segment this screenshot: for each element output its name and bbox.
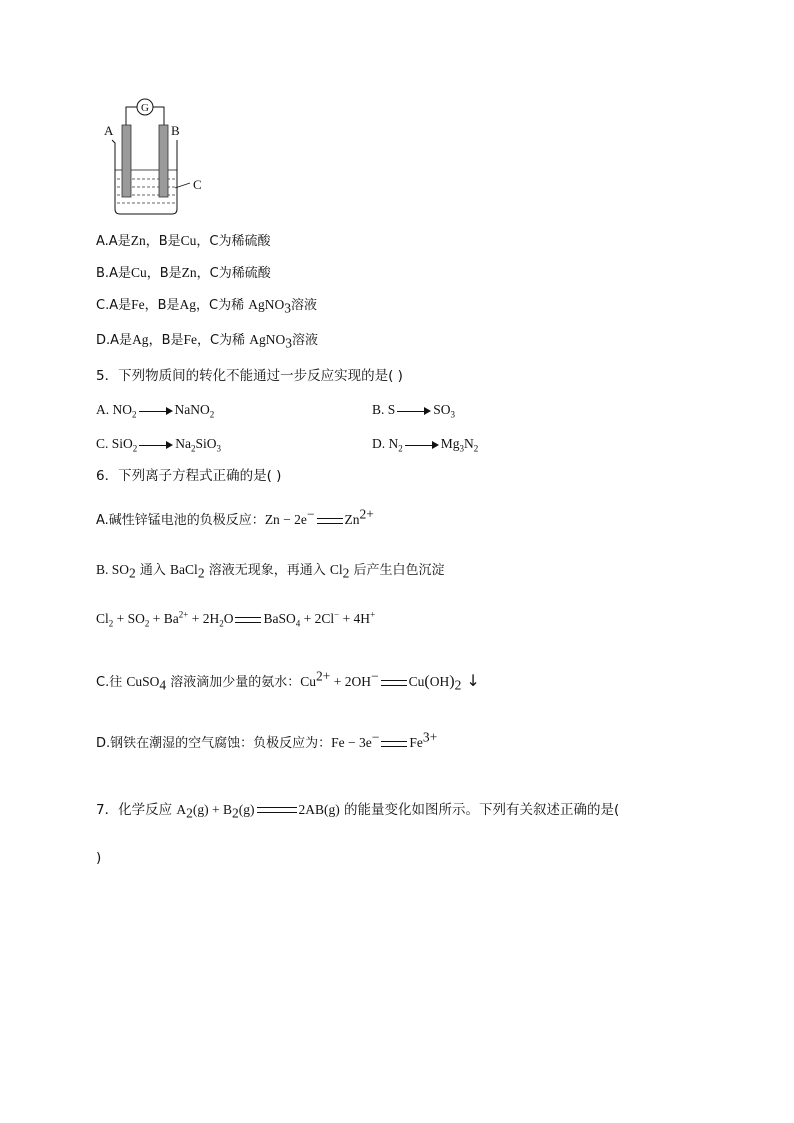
q5-option-d[interactable]: D. $N_2$ $Mg_3N_2$ bbox=[372, 436, 479, 454]
label-a: A bbox=[104, 123, 114, 138]
q4-option-a[interactable]: A.A是Zn，B是Cu，C为稀硫酸 bbox=[96, 233, 271, 249]
q5-option-a[interactable]: A. $NO_2$ NaNO$_2$ bbox=[96, 402, 215, 420]
q6-stem: 6．下列离子方程式正确的是( ) bbox=[96, 468, 282, 484]
equals-sign-icon bbox=[317, 518, 343, 524]
reaction-arrow-icon bbox=[397, 406, 431, 416]
equals-sign-icon bbox=[257, 807, 297, 813]
q5-option-b[interactable]: B. S $SO_3$ bbox=[372, 402, 456, 420]
q6-option-c[interactable]: C.往 CuSO$_4$ 溶液滴加少量的氨水：$Cu^{2+} + 2OH^-$ $Cu(OH)_2$ ↓ bbox=[96, 668, 480, 693]
q6-option-d[interactable]: D.钢铁在潮湿的空气腐蚀：负极反应为：Fe − 3e− $Fe^{3+}$ bbox=[96, 729, 438, 751]
reaction-arrow-icon bbox=[139, 406, 173, 416]
q4-option-c[interactable]: C.A是Fe，B是Ag，C为稀 AgNO$_3$溶液 bbox=[96, 297, 318, 316]
q4-option-b[interactable]: B.A是Cu，B是Zn，C为稀硫酸 bbox=[96, 265, 271, 281]
galvanometer-label: G bbox=[141, 102, 149, 114]
reaction-arrow-icon bbox=[405, 440, 439, 450]
q6-option-a[interactable]: A.碱性锌锰电池的负极反应：Zn − 2e− $Zn^{2+}$ bbox=[96, 506, 374, 528]
q6-option-b-equation: $Cl_2 + SO_2 + Ba^{2+} + 2H_2O$ BaSO$_4$ + 2Cl− + 4H+ bbox=[96, 609, 376, 629]
galvanic-cell-figure bbox=[95, 95, 225, 220]
label-b: B bbox=[171, 123, 180, 138]
electrode-a bbox=[122, 125, 131, 197]
q5-option-c[interactable]: C. SiO$_2$ $Na_2SiO_3$ bbox=[96, 436, 222, 454]
q7-stem-close: ) bbox=[96, 850, 102, 866]
equals-sign-icon bbox=[381, 680, 407, 686]
electrode-b bbox=[159, 125, 168, 197]
q5-stem: 5．下列物质间的转化不能通过一步反应实现的是( ) bbox=[96, 368, 403, 384]
q7-stem: 7．化学反应 $A_2(g) + B_2(g)$ 2AB(g) 的能量变化如图所示。下列有关叙述正确的是( bbox=[96, 802, 620, 821]
label-c: C bbox=[193, 177, 202, 192]
q6-option-b[interactable]: B. $SO_2$ 通入 BaCl$_2$ 溶液无现象，再通入 $Cl_2$ 后产生白色沉淀 bbox=[96, 562, 445, 581]
q4-option-d[interactable]: D.A是Ag，B是Fe，C为稀 AgNO$_3$溶液 bbox=[96, 332, 318, 351]
reaction-arrow-icon bbox=[139, 440, 173, 450]
equals-sign-icon bbox=[235, 617, 261, 623]
equals-sign-icon bbox=[381, 741, 407, 747]
